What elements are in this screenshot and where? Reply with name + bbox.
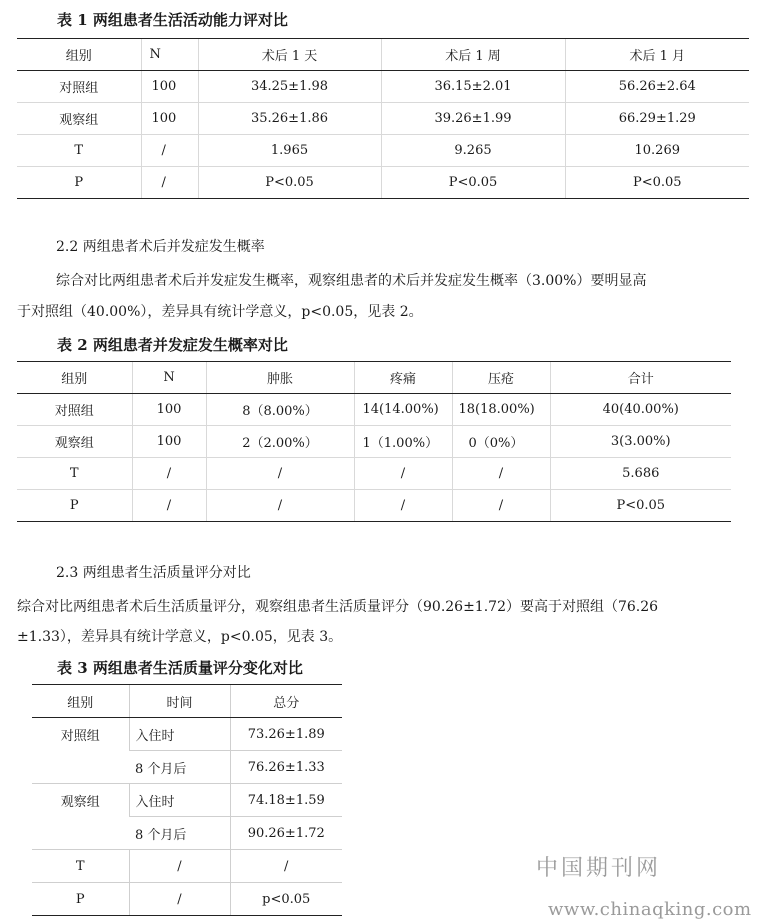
table2-cell: 0（0%）	[452, 426, 550, 458]
table1-cell: /	[141, 167, 198, 199]
table1-header-day1: 术后 1 天	[198, 39, 381, 71]
table2-cell: /	[132, 490, 206, 522]
table-row	[17, 426, 731, 458]
table3-title: 表 3 两组患者生活质量评分变化对比	[57, 659, 303, 677]
table3-header-group: 组别	[32, 685, 129, 718]
table2-cell: 14(14.00%)	[354, 394, 452, 426]
section-2-2-heading: 2.2 两组患者术后并发症发生概率	[56, 239, 265, 255]
table1-header-row	[17, 39, 749, 71]
section-2-3-paragraph-line1: 综合对比两组患者术后生活质量评分，观察组患者生活质量评分（90.26±1.72）要高于对照组（76.26	[17, 599, 659, 615]
table1-header-group: 组别	[17, 39, 141, 71]
table1-cell: P	[17, 167, 141, 199]
table-row	[17, 103, 749, 135]
table2-cell: /	[452, 458, 550, 490]
table3-cell: 73.26±1.89	[230, 718, 342, 751]
table-row	[17, 490, 731, 522]
table1-cell: 9.265	[381, 135, 565, 167]
table3-cell: 74.18±1.59	[230, 784, 342, 817]
table2-cell: /	[354, 490, 452, 522]
table2-cell: 100	[132, 394, 206, 426]
table3-cell: /	[129, 883, 230, 916]
table2-header-n: N	[132, 362, 206, 394]
table2-cell: /	[132, 458, 206, 490]
table1-cell: P<0.05	[198, 167, 381, 199]
table2-cell: 对照组	[17, 394, 132, 426]
table2-header-row	[17, 362, 731, 394]
table2-cell: 3(3.00%)	[550, 426, 731, 458]
table1-header-month1: 术后 1 月	[565, 39, 749, 71]
table1-cell: 100	[141, 71, 198, 103]
table1-cell: 观察组	[17, 103, 141, 135]
table3-group-control: 对照组	[32, 718, 129, 784]
table3-header-time: 时间	[129, 685, 230, 718]
table2-title: 表 2 两组患者并发症发生概率对比	[57, 336, 288, 354]
table2-cell: 18(18.00%)	[452, 394, 550, 426]
section-2-3-paragraph-line2: ±1.33），差异具有统计学意义，p<0.05，见表 3。	[17, 629, 343, 645]
table2-header-total: 合计	[550, 362, 731, 394]
table3-cell: 8 个月后	[129, 751, 230, 784]
table2-cell: 观察组	[17, 426, 132, 458]
table2-cell: 40(40.00%)	[550, 394, 731, 426]
table1-title: 表 1 两组患者生活活动能力评对比	[57, 11, 288, 29]
table2-cell: 5.686	[550, 458, 731, 490]
table2-header-pressure-sore: 压疮	[452, 362, 550, 394]
section-2-2-paragraph-line2: 于对照组（40.00%），差异具有统计学意义，p<0.05，见表 2。	[17, 304, 423, 320]
table-row	[32, 883, 342, 916]
table3-cell: T	[32, 850, 129, 883]
table3-cell: 8 个月后	[129, 817, 230, 850]
table1-header-n: N	[141, 39, 198, 71]
table2-header-pain: 疼痛	[354, 362, 452, 394]
table-row	[17, 135, 749, 167]
table1-cell: 35.26±1.86	[198, 103, 381, 135]
table-row	[17, 458, 731, 490]
table2-cell: 100	[132, 426, 206, 458]
table3-cell: P	[32, 883, 129, 916]
section-2-2-paragraph-line1: 综合对比两组患者术后并发症发生概率，观察组患者的术后并发症发生概率（3.00%）要明显高	[56, 273, 647, 289]
table-row	[17, 167, 749, 199]
table-row	[17, 71, 749, 103]
table3-cell: 入住时	[129, 718, 230, 751]
table3-header-row	[32, 685, 342, 718]
table3-header-total: 总分	[230, 685, 342, 718]
table1-cell: 36.15±2.01	[381, 71, 565, 103]
table3-cell: 76.26±1.33	[230, 751, 342, 784]
table-row	[32, 850, 342, 883]
table1-cell: 56.26±2.64	[565, 71, 749, 103]
table3-cell: /	[230, 850, 342, 883]
table3-cell: p<0.05	[230, 883, 342, 916]
table1-cell: 1.965	[198, 135, 381, 167]
table1-cell: 39.26±1.99	[381, 103, 565, 135]
table2-header-swelling: 肿胀	[206, 362, 354, 394]
table2-cell: /	[206, 458, 354, 490]
table2-cell: /	[354, 458, 452, 490]
table1	[17, 38, 749, 199]
table2-cell: 2（2.00%）	[206, 426, 354, 458]
table1-cell: 100	[141, 103, 198, 135]
table1-cell: /	[141, 135, 198, 167]
table2-cell: P<0.05	[550, 490, 731, 522]
table2-cell: P	[17, 490, 132, 522]
table2-cell: T	[17, 458, 132, 490]
table2-cell: /	[452, 490, 550, 522]
table1-cell: 66.29±1.29	[565, 103, 749, 135]
table2-cell: 8（8.00%）	[206, 394, 354, 426]
table1-cell: P<0.05	[565, 167, 749, 199]
table3-cell: /	[129, 850, 230, 883]
watermark-cn: 中国期刊网	[536, 856, 662, 881]
table2-header-group: 组别	[17, 362, 132, 394]
table2-cell: 1（1.00%）	[354, 426, 452, 458]
table2-cell: /	[206, 490, 354, 522]
table3-cell: 90.26±1.72	[230, 817, 342, 850]
table1-header-week1: 术后 1 周	[381, 39, 565, 71]
table-row	[32, 784, 342, 817]
table1-cell: T	[17, 135, 141, 167]
table1-cell: 10.269	[565, 135, 749, 167]
table-row	[32, 718, 342, 751]
table1-cell: 对照组	[17, 71, 141, 103]
table2	[17, 361, 731, 522]
table3-cell: 入住时	[129, 784, 230, 817]
section-2-3-heading: 2.3 两组患者生活质量评分对比	[56, 565, 251, 581]
table-row	[17, 394, 731, 426]
table1-cell: P<0.05	[381, 167, 565, 199]
table3	[32, 684, 342, 916]
table1-cell: 34.25±1.98	[198, 71, 381, 103]
watermark-url: www.chinaqking.com	[548, 899, 752, 920]
table3-group-observe: 观察组	[32, 784, 129, 850]
